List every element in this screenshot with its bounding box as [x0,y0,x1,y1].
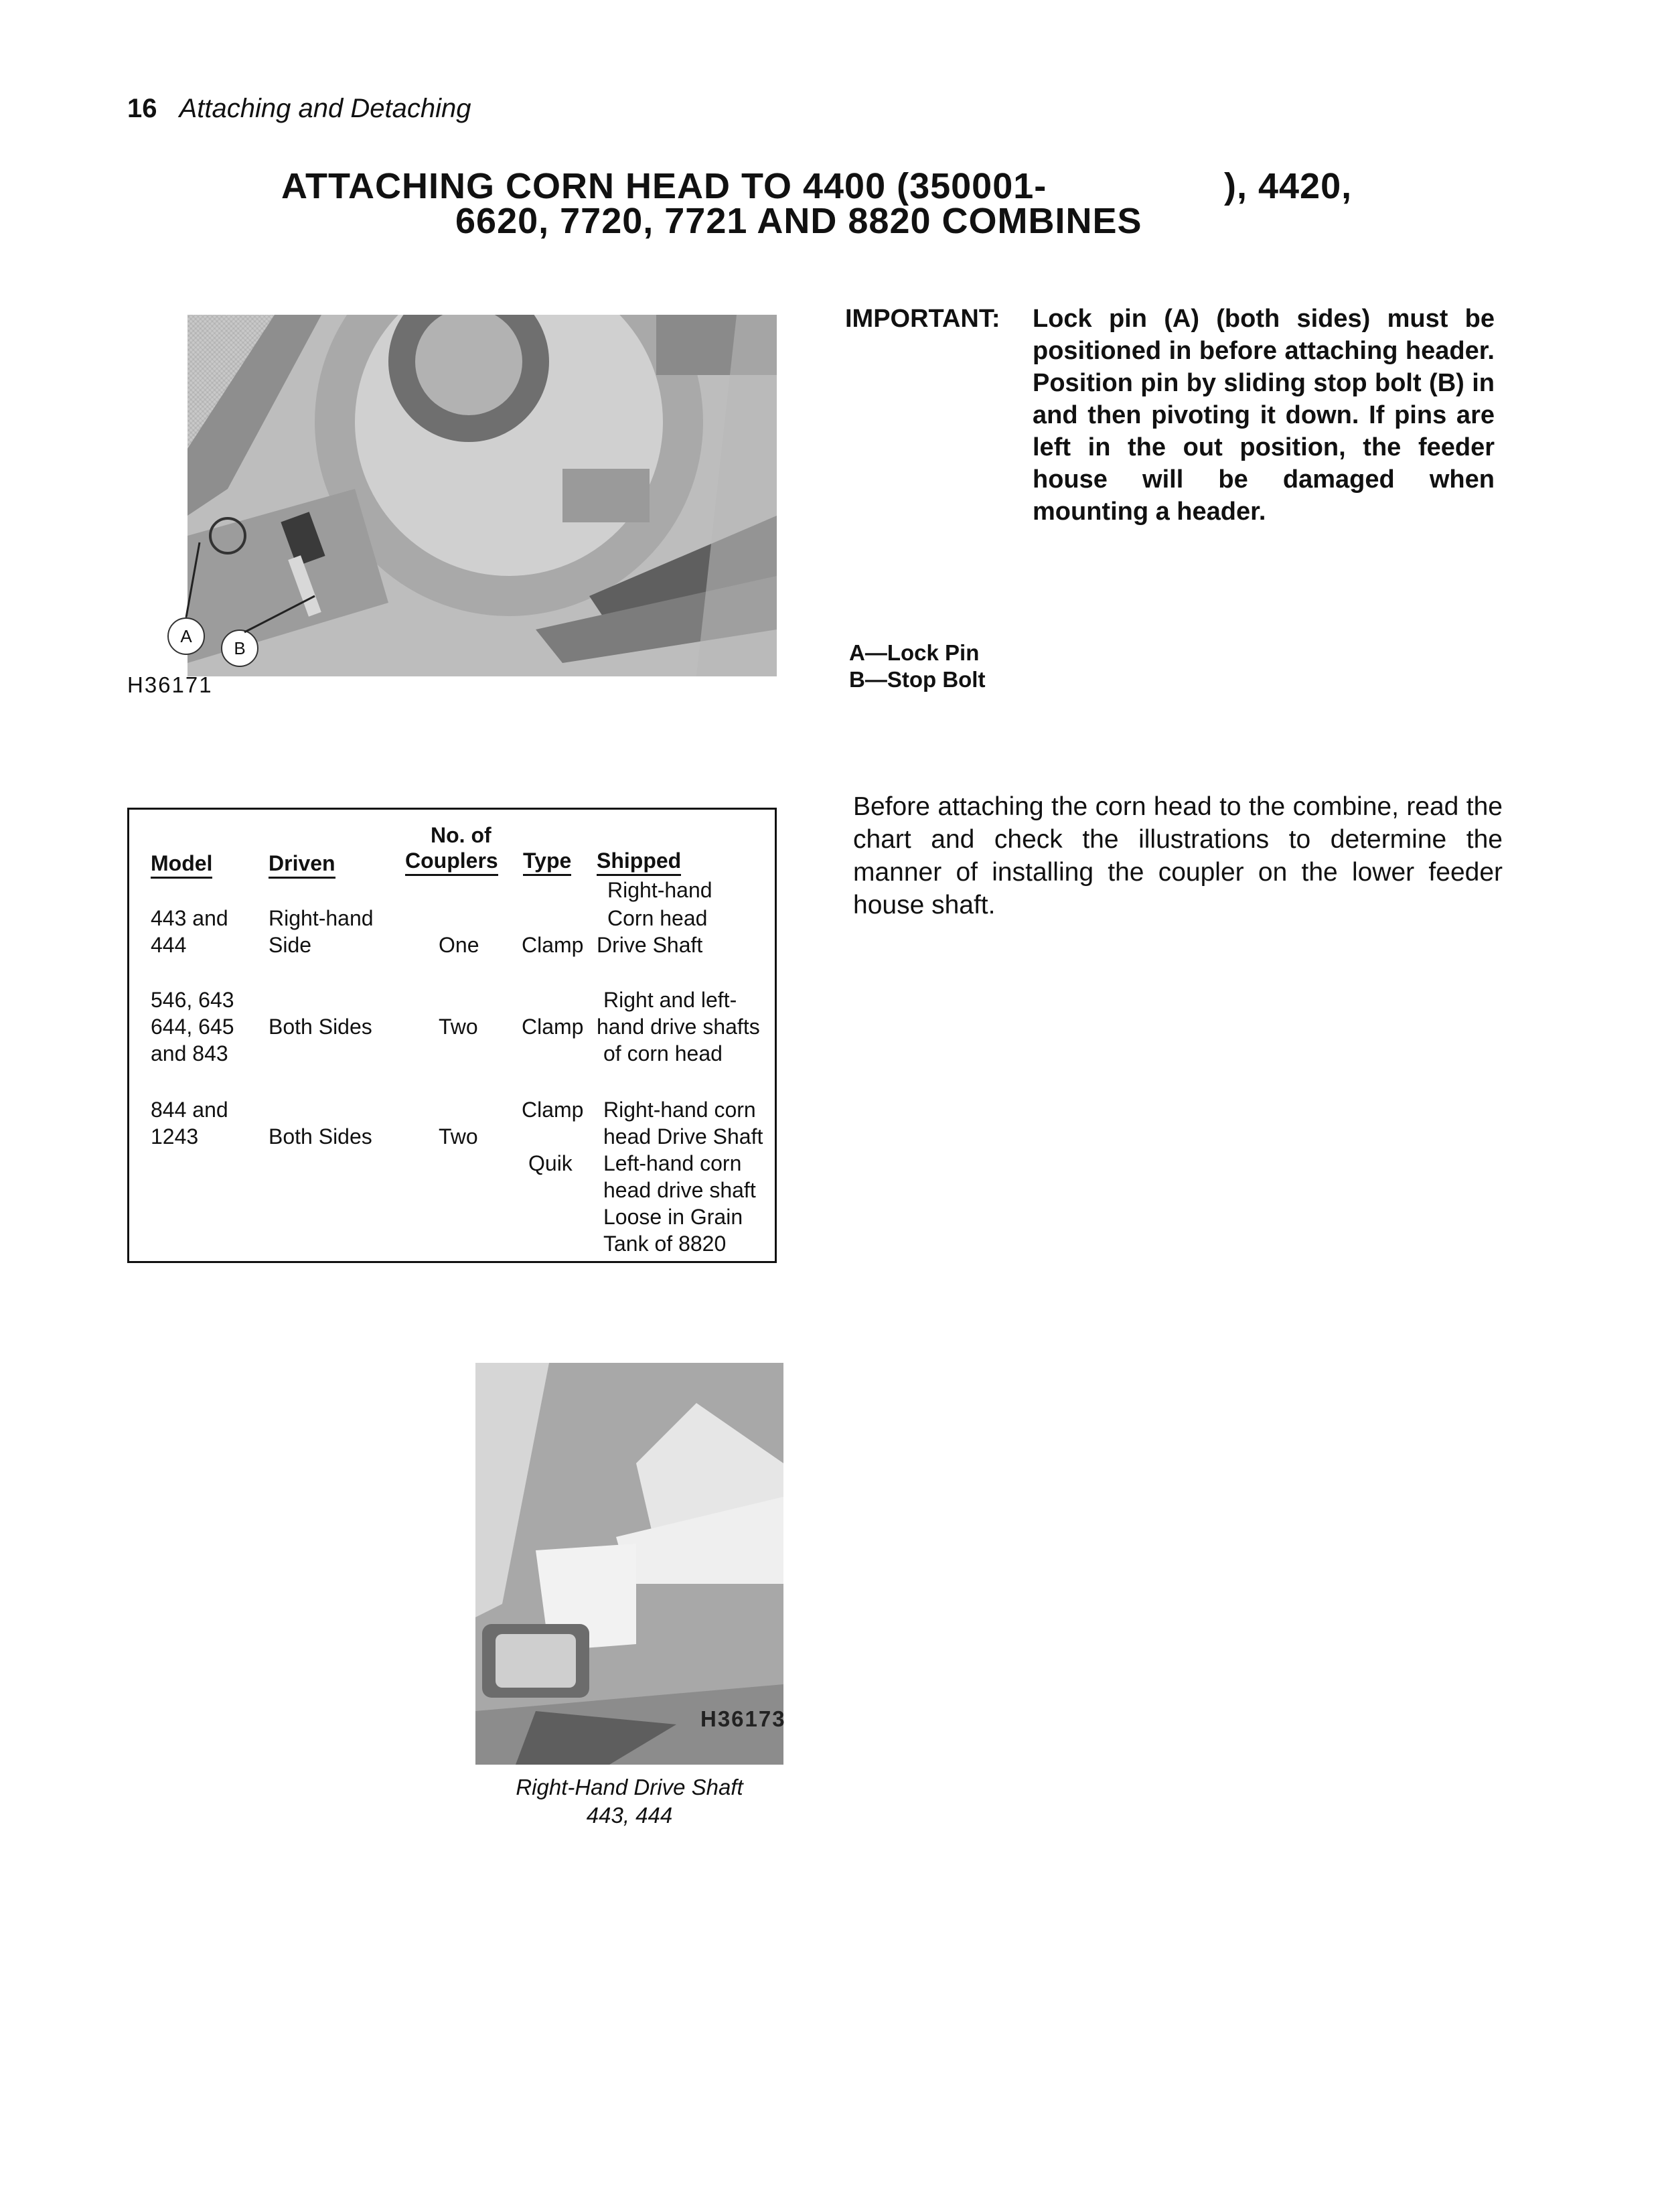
row-3-type-1: Clamp [522,1098,584,1122]
page-header [127,94,471,124]
coupler-chart-table [127,808,777,1263]
row-3-driven: Both Sides [269,1124,372,1149]
row-1-model-line-1: 443 and [151,906,228,930]
header-couplers-line-1: No. of [431,823,492,847]
figure-caption-line-1: Right-Hand Drive Shaft [516,1775,743,1799]
row-1-driven-line-1: Right-hand [269,906,374,930]
header-driven: Driven [269,850,335,877]
row-2-shipped-line-3: of corn head [603,1041,723,1065]
figure-id-2: H36173 [700,1706,786,1731]
figure-caption-line-2: 443, 444 [586,1803,673,1828]
row-2-couplers: Two [439,1015,478,1039]
page-title-line-1b: ), 4420, [1224,166,1353,206]
row-1-type: Clamp [522,933,584,957]
row-1-shipped-line-3: Drive Shaft [597,933,703,957]
drive-shaft-illustration [475,1363,783,1765]
callout-b: B [221,630,258,667]
row-3-shipped-line-5: Loose in Grain [603,1205,743,1229]
row-2-model-line-1: 546, 643 [151,988,234,1012]
drive-shaft-photo [475,1363,783,1765]
important-text: Lock pin (A) (both sides) must be positioned in before attaching header. Position pin by sliding stop bolt (B) in and then pivoting it down. If pins are left in the out position, the feeder house will be damaged when mounting a header. [1033,305,1495,526]
figure-id-1: H36171 [127,672,213,697]
callout-leader-lines [161,529,362,650]
row-1-driven-line-2: Side [269,933,312,957]
callout-a: A [167,617,205,655]
row-3-shipped-line-2: head Drive Shaft [603,1124,763,1149]
header-couplers-line-2: Couplers [405,847,498,874]
section-title: Attaching and Detaching [179,94,471,123]
row-2-driven: Both Sides [269,1015,372,1039]
row-1-shipped-line-2: Corn head [607,906,708,930]
row-3-couplers: Two [439,1124,478,1149]
row-2-type: Clamp [522,1015,584,1039]
page-number: 16 [127,94,157,123]
row-3-type-2: Quik [528,1151,573,1175]
row-2-shipped-line-2: hand drive shafts [597,1015,760,1039]
row-3-shipped-line-3: Left-hand corn [603,1151,742,1175]
legend-stop-bolt: B—Stop Bolt [849,667,986,692]
important-label: IMPORTANT: [845,305,1000,333]
page-title-line-2: 6620, 7720, 7721 AND 8820 COMBINES [455,201,1142,241]
row-3-shipped-line-6: Tank of 8820 [603,1232,727,1256]
row-3-shipped-line-4: head drive shaft [603,1178,756,1202]
body-paragraph: Before attaching the corn head to the combine, read the chart and check the illustrations to determine the manner of installing the coupler on the lower feeder house shaft. [853,792,1503,919]
row-3-shipped-line-1: Right-hand corn [603,1098,756,1122]
legend-lock-pin: A—Lock Pin [849,640,980,665]
row-3-model-line-1: 844 and [151,1098,228,1122]
row-2-model-line-3: and 843 [151,1041,228,1065]
header-shipped: Shipped [597,847,681,874]
row-3-model-line-2: 1243 [151,1124,199,1149]
row-1-shipped-line-1: Right-hand [607,878,712,902]
header-model: Model [151,850,212,877]
row-2-shipped-line-1: Right and left- [603,988,737,1012]
row-1-couplers: One [439,933,479,957]
row-1-model-line-2: 444 [151,933,187,957]
page-title-line-1a: ATTACHING CORN HEAD TO 4400 (350001- [281,166,1047,206]
row-2-model-line-2: 644, 645 [151,1015,234,1039]
header-type: Type [523,847,571,874]
